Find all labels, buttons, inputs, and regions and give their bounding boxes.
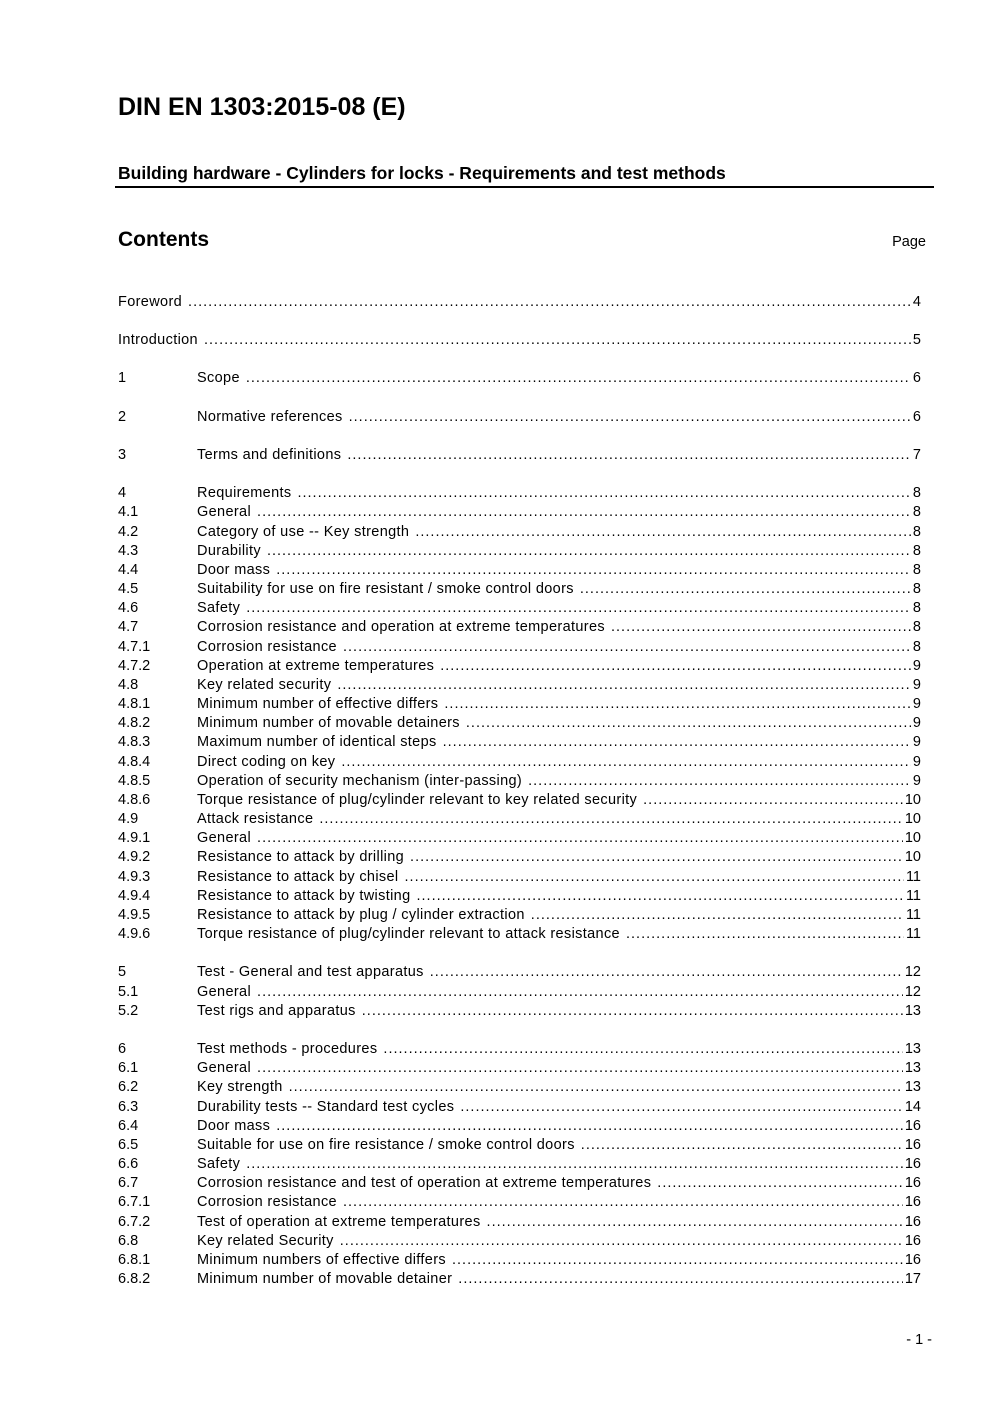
toc-entry-title: Terms and definitions (197, 447, 342, 463)
toc-dot-leader (276, 1117, 903, 1136)
toc-dot-leader (257, 983, 903, 1002)
toc-entry-title: Requirements (197, 485, 292, 501)
toc-entry-page: 14 (904, 1099, 921, 1115)
toc-entry-number: 4.5 (118, 581, 139, 597)
toc-dot-leader (349, 408, 911, 427)
toc-entry-title: Operation at extreme temperatures (197, 658, 435, 674)
toc-dot-leader (417, 887, 904, 906)
toc-dot-leader (460, 1098, 902, 1117)
toc-entry-number: 4.8.3 (118, 734, 151, 750)
toc-entry-title: Key strength (197, 1079, 283, 1095)
toc-entry-page: 9 (912, 754, 921, 770)
toc-entry-number: 6.2 (118, 1079, 139, 1095)
toc-entry-number: 4.8 (118, 677, 139, 693)
toc-entry-title: Corrosion resistance and operation at extreme temperatures (197, 619, 605, 635)
toc-entry-title: General (197, 830, 252, 846)
toc-dot-leader (466, 714, 911, 733)
toc-entry[interactable] (118, 1059, 921, 1078)
toc-entry-number: 4.9.2 (118, 849, 151, 865)
toc-entry[interactable] (118, 772, 921, 791)
toc-entry-number: 5.2 (118, 1003, 139, 1019)
toc-entry-number: 3 (118, 447, 127, 463)
toc-entry-number: 4.4 (118, 562, 139, 578)
toc-entry-title: General (197, 1060, 252, 1076)
toc-entry-page: 10 (904, 849, 921, 865)
toc-entry-page: 8 (912, 562, 921, 578)
toc-entry-number: 4.9 (118, 811, 139, 827)
toc-entry-page: 6 (912, 409, 921, 425)
toc-entry-page: 8 (912, 524, 921, 540)
toc-entry[interactable] (118, 1232, 921, 1251)
toc-dot-leader (643, 791, 903, 810)
toc-entry-page: 13 (904, 1060, 921, 1076)
toc-entry[interactable] (118, 1078, 921, 1097)
toc-dot-leader (528, 772, 911, 791)
toc-dot-leader (319, 810, 903, 829)
toc-entry-page: 9 (912, 773, 921, 789)
toc-entry-title: Introduction (118, 332, 198, 348)
toc-entry[interactable] (118, 963, 921, 982)
toc-entry-page: 5 (912, 332, 921, 348)
toc-entry-page: 16 (904, 1156, 921, 1172)
toc-entry[interactable] (118, 1002, 921, 1021)
toc-entry-number: 4.9.5 (118, 907, 151, 923)
toc-dot-leader (487, 1213, 903, 1232)
toc-entry-page: 12 (904, 984, 921, 1000)
toc-dot-leader (343, 1193, 903, 1212)
toc-entry-number: 6.4 (118, 1118, 139, 1134)
toc-dot-leader (276, 561, 911, 580)
toc-entry-title: General (197, 984, 252, 1000)
toc-dot-leader (626, 925, 904, 944)
toc-entry[interactable] (118, 561, 921, 580)
toc-entry-page: 10 (904, 830, 921, 846)
toc-dot-leader (289, 1078, 903, 1097)
toc-entry[interactable] (118, 1117, 921, 1136)
toc-entry-number: 4.1 (118, 504, 139, 520)
toc-entry-number: 6 (118, 1041, 127, 1057)
toc-entry[interactable] (118, 331, 921, 350)
toc-dot-leader (188, 293, 911, 312)
toc-entry[interactable] (118, 1251, 921, 1270)
toc-entry[interactable] (118, 580, 921, 599)
toc-entry-page: 10 (904, 811, 921, 827)
toc-entry-page: 13 (904, 1079, 921, 1095)
toc-entry-title: Door mass (197, 562, 271, 578)
toc-entry[interactable] (118, 1040, 921, 1059)
toc-entry-page: 8 (912, 543, 921, 559)
toc-entry[interactable] (118, 868, 921, 887)
toc-entry-number: 6.7.1 (118, 1194, 151, 1210)
toc-entry-title: Minimum numbers of effective differs (197, 1252, 446, 1268)
toc-entry-title: Resistance to attack by drilling (197, 849, 405, 865)
toc-entry-page: 8 (912, 600, 921, 616)
toc-entry-title: Minimum number of effective differs (197, 696, 439, 712)
toc-entry-title: Torque resistance of plug/cylinder relevant to key related security (197, 792, 638, 808)
toc-entry-page: 8 (912, 639, 921, 655)
toc-entry-page: 9 (912, 658, 921, 674)
toc-dot-leader (337, 676, 911, 695)
toc-entry-title: Safety (197, 1156, 241, 1172)
toc-entry-number: 4.9.1 (118, 830, 151, 846)
toc-entry-page: 16 (904, 1252, 921, 1268)
toc-dot-leader (246, 1155, 903, 1174)
toc-entry-number: 2 (118, 409, 127, 425)
toc-entry-title: Direct coding on key (197, 754, 336, 770)
toc-dot-leader (257, 829, 903, 848)
toc-entry-title: Resistance to attack by twisting (197, 888, 411, 904)
toc-entry-title: Minimum number of movable detainer (197, 1271, 453, 1287)
toc-entry-page: 11 (905, 888, 921, 904)
toc-entry-title: Operation of security mechanism (inter-passing) (197, 773, 523, 789)
toc-entry-number: 4.8.6 (118, 792, 151, 808)
toc-entry-page: 9 (912, 715, 921, 731)
toc-entry-title: Attack resistance (197, 811, 314, 827)
toc-entry-title: Door mass (197, 1118, 271, 1134)
toc-dot-leader (246, 369, 911, 388)
toc-entry-page: 11 (905, 926, 921, 942)
toc-entry-number: 4.7.1 (118, 639, 151, 655)
toc-entry-number: 6.3 (118, 1099, 139, 1115)
toc-entry-number: 5 (118, 964, 127, 980)
toc-entry-title: Test of operation at extreme temperatures (197, 1214, 481, 1230)
toc-entry-title: Resistance to attack by chisel (197, 869, 399, 885)
toc-entry-title: Category of use -- Key strength (197, 524, 410, 540)
toc-entry[interactable] (118, 1193, 921, 1212)
toc-entry[interactable] (118, 887, 921, 906)
toc-entry-page: 16 (904, 1214, 921, 1230)
title-divider (115, 186, 934, 188)
toc-entry-number: 6.8 (118, 1233, 139, 1249)
toc-entry-title: General (197, 504, 252, 520)
toc-entry[interactable] (118, 293, 921, 312)
toc-entry[interactable] (118, 676, 921, 695)
page-number: - 1 - (906, 1332, 932, 1348)
toc-entry-page: 16 (904, 1175, 921, 1191)
toc-dot-leader (452, 1251, 903, 1270)
toc-entry-page: 6 (912, 370, 921, 386)
toc-dot-leader (383, 1040, 902, 1059)
toc-entry-page: 8 (912, 619, 921, 635)
toc-entry-page: 7 (912, 447, 921, 463)
toc-entry-number: 4.6 (118, 600, 139, 616)
toc-dot-leader (531, 906, 904, 925)
toc-entry-number: 4.8.2 (118, 715, 151, 731)
toc-dot-leader (580, 580, 911, 599)
toc-entry-number: 5.1 (118, 984, 139, 1000)
toc-entry[interactable] (118, 983, 921, 1002)
toc-entry-title: Corrosion resistance (197, 639, 337, 655)
toc-entry-title: Minimum number of movable detainers (197, 715, 460, 731)
toc-entry-page: 9 (912, 734, 921, 750)
toc-entry[interactable] (118, 618, 921, 637)
toc-entry[interactable] (118, 791, 921, 810)
toc-dot-leader (444, 695, 911, 714)
toc-dot-leader (443, 733, 911, 752)
toc-dot-leader (347, 446, 911, 465)
toc-entry-page: 16 (904, 1137, 921, 1153)
toc-entry-number: 4.8.1 (118, 696, 151, 712)
toc-entry[interactable] (118, 714, 921, 733)
toc-dot-leader (341, 753, 911, 772)
toc-entry-title: Durability tests -- Standard test cycles (197, 1099, 455, 1115)
toc-entry-number: 6.6 (118, 1156, 139, 1172)
toc-dot-leader (458, 1270, 903, 1289)
toc-dot-leader (430, 963, 903, 982)
toc-entry-page: 13 (904, 1003, 921, 1019)
toc-dot-leader (340, 1232, 903, 1251)
toc-entry-title: Suitable for use on fire resistance / smoke control doors (197, 1137, 575, 1153)
toc-entry[interactable] (118, 829, 921, 848)
toc-entry-page: 4 (912, 294, 921, 310)
toc-entry-number: 4.9.3 (118, 869, 151, 885)
toc-entry-title: Maximum number of identical steps (197, 734, 437, 750)
toc-entry-title: Key related Security (197, 1233, 334, 1249)
toc-entry[interactable] (118, 925, 921, 944)
toc-entry-title: Test rigs and apparatus (197, 1003, 356, 1019)
toc-entry-title: Scope (197, 370, 240, 386)
toc-dot-leader (657, 1174, 903, 1193)
toc-dot-leader (297, 484, 910, 503)
toc-entry[interactable] (118, 599, 921, 618)
toc-entry[interactable] (118, 638, 921, 657)
toc-entry-number: 4.9.6 (118, 926, 151, 942)
toc-entry-page: 8 (912, 504, 921, 520)
toc-dot-leader (204, 331, 911, 350)
toc-dot-leader (440, 657, 911, 676)
toc-entry-number: 1 (118, 370, 127, 386)
toc-dot-leader (343, 638, 911, 657)
toc-entry[interactable] (118, 733, 921, 752)
toc-entry-number: 4.8.4 (118, 754, 151, 770)
toc-entry-number: 4.7.2 (118, 658, 151, 674)
toc-entry[interactable] (118, 1155, 921, 1174)
toc-entry-page: 16 (904, 1194, 921, 1210)
document-subtitle: Building hardware - Cylinders for locks - Requirements and test methods (118, 163, 726, 183)
toc-entry-number: 4 (118, 485, 127, 501)
toc-entry-title: Corrosion resistance and test of operation at extreme temperatures (197, 1175, 652, 1191)
toc-dot-leader (362, 1002, 903, 1021)
contents-heading: Contents (118, 228, 209, 251)
toc-entry-page: 16 (904, 1233, 921, 1249)
toc-dot-leader (611, 618, 911, 637)
toc-entry[interactable] (118, 848, 921, 867)
toc-entry-number: 4.9.4 (118, 888, 151, 904)
toc-entry-number: 6.1 (118, 1060, 139, 1076)
toc-dot-leader (405, 868, 904, 887)
toc-entry-title: Corrosion resistance (197, 1194, 337, 1210)
toc-entry-title: Durability (197, 543, 261, 559)
toc-dot-leader (257, 503, 911, 522)
toc-entry-title: Suitability for use on fire resistant / smoke control doors (197, 581, 574, 597)
page-column-label: Page (892, 234, 926, 250)
toc-entry-page: 16 (904, 1118, 921, 1134)
toc-entry-number: 6.5 (118, 1137, 139, 1153)
toc-entry-title: Safety (197, 600, 241, 616)
toc-entry-title: Key related security (197, 677, 332, 693)
document-title: DIN EN 1303:2015-08 (E) (118, 93, 406, 121)
toc-entry-number: 4.8.5 (118, 773, 151, 789)
toc-dot-leader (415, 523, 911, 542)
toc-entry-number: 6.7.2 (118, 1214, 151, 1230)
toc-entry[interactable] (118, 484, 921, 503)
toc-entry[interactable] (118, 369, 921, 388)
toc-entry[interactable] (118, 1098, 921, 1117)
toc-entry-page: 9 (912, 696, 921, 712)
toc-entry-number: 4.3 (118, 543, 139, 559)
toc-entry-page: 11 (905, 869, 921, 885)
toc-dot-leader (246, 599, 911, 618)
toc-dot-leader (410, 848, 903, 867)
toc-dot-leader (581, 1136, 903, 1155)
toc-entry[interactable] (118, 695, 921, 714)
toc-entry[interactable] (118, 657, 921, 676)
toc-entry-page: 8 (912, 485, 921, 501)
toc-entry[interactable] (118, 503, 921, 522)
toc-entry-number: 6.8.1 (118, 1252, 151, 1268)
toc-entry-title: Test methods - procedures (197, 1041, 378, 1057)
toc-entry-title: Torque resistance of plug/cylinder relevant to attack resistance (197, 926, 620, 942)
toc-entry-page: 11 (905, 907, 921, 923)
toc-entry-title: Test - General and test apparatus (197, 964, 424, 980)
toc-entry[interactable] (118, 408, 921, 427)
toc-entry[interactable] (118, 1270, 921, 1289)
toc-entry-title: Resistance to attack by plug / cylinder extraction (197, 907, 525, 923)
toc-entry-page: 13 (904, 1041, 921, 1057)
toc-entry-number: 6.8.2 (118, 1271, 151, 1287)
toc-entry[interactable] (118, 906, 921, 925)
toc-entry[interactable] (118, 542, 921, 561)
toc-entry[interactable] (118, 810, 921, 829)
toc-entry-number: 6.7 (118, 1175, 139, 1191)
toc-entry[interactable] (118, 1213, 921, 1232)
toc-entry-page: 17 (904, 1271, 921, 1287)
toc-dot-leader (257, 1059, 903, 1078)
toc-entry-number: 4.7 (118, 619, 139, 635)
toc-entry-page: 9 (912, 677, 921, 693)
toc-entry[interactable] (118, 523, 921, 542)
toc-entry-page: 12 (904, 964, 921, 980)
toc-entry[interactable] (118, 753, 921, 772)
toc-entry-page: 8 (912, 581, 921, 597)
toc-entry-title: Normative references (197, 409, 343, 425)
toc-entry-number: 4.2 (118, 524, 139, 540)
toc-entry[interactable] (118, 1136, 921, 1155)
toc-entry-title: Foreword (118, 294, 183, 310)
toc-entry-page: 10 (904, 792, 921, 808)
toc-entry[interactable] (118, 1174, 921, 1193)
toc-entry[interactable] (118, 446, 921, 465)
toc-dot-leader (267, 542, 911, 561)
